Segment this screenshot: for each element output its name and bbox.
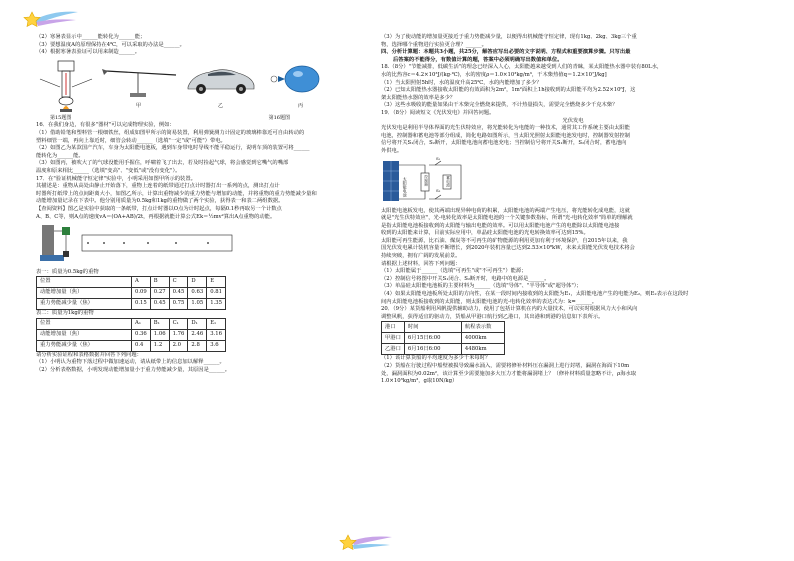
article-line: 请根据上述材料，回答下列问题： bbox=[381, 260, 461, 267]
fig-label-jia: 甲 bbox=[136, 102, 142, 109]
q20-question: 1.0×10³kg/m³，g取10N/kg） bbox=[381, 378, 458, 385]
q19-question: （4）如果太阳能电池板所处太阳的方向性，在某一段时间内接收到的太阳能为E₁，太阳能电池产生的电能为E₂，则E₂表示在这段时 bbox=[381, 291, 689, 298]
s2-label: S₂ bbox=[436, 187, 441, 193]
table-cell: 4000km bbox=[461, 333, 504, 344]
right-column bbox=[381, 34, 765, 386]
q19-question: （1）太阳能属于______（选填"可再生"或"不可再生"）能源； bbox=[381, 268, 527, 275]
table-cell: 甲港口 bbox=[382, 333, 405, 344]
q18-line: （1）当太阳照射5h时，水的温度升高25℃，水的内能增加了多少？ bbox=[381, 79, 542, 86]
table-cell: 0.27 bbox=[150, 288, 169, 299]
q17-line: A、B、C等，则A点的速度vA＝(OA+AB)/2t，再根据就能计算公式Ek＝½mv²算出A点重物的动能。 bbox=[36, 213, 276, 220]
table-row bbox=[37, 299, 226, 310]
q20-question: 处，漏洞面积为0.02m²，该计算至少需要施加多大压力才能将漏洞堵上？（修补材料质量忽略不计，ρ海水取 bbox=[381, 370, 637, 377]
article-line: 收到的太阳能来计算，目前实际应用中，单晶硅太阳能电池的光电转换效率可达到15%。 bbox=[381, 230, 589, 237]
table-cell: 位置 bbox=[37, 277, 132, 288]
q18-line: 水的比热容c＝4.2×10³J/(kg·℃)，水的密度ρ＝1.0×10³kg/m³，干木柴热值q＝1.2×10⁷J/kg] bbox=[381, 71, 607, 78]
table-row bbox=[382, 333, 505, 344]
table-cell: 6月16日6:00 bbox=[404, 344, 461, 355]
article-line: 光伏发电是利用半导体界面的光生伏特效应，将光能转化为电能的一种技术，通常其工作系统主要由太阳能 bbox=[381, 125, 630, 132]
q16-line: 温度和原来相比______（选填"变高"、"变低"或"没有变化"）。 bbox=[36, 167, 181, 174]
q17-3-line: 物，选择哪个重物进行实验更合理？______。 bbox=[381, 41, 487, 48]
electric-car-figure bbox=[184, 59, 258, 99]
table-cell: 0.63 bbox=[188, 288, 207, 299]
fig-label-yi: 乙 bbox=[218, 102, 224, 109]
table-cell: D bbox=[188, 277, 207, 288]
table-cell: 0.15 bbox=[132, 299, 151, 310]
table-cell: 1.05 bbox=[188, 299, 207, 310]
table2 bbox=[36, 318, 226, 352]
q17-end-line: （1）小明认为重物下落过程中做加速运动，请从纸带上的信息加以解释______。 bbox=[36, 359, 225, 366]
port-table bbox=[381, 321, 505, 355]
table-cell: 时间 bbox=[404, 322, 461, 333]
q16-line: （2）如图乙为某款国产汽车，车身为太阳能电池板，遇到车身带电时导线不能平稳运行，说明车顶的装置可将______ bbox=[36, 145, 310, 152]
article-line: 电池，控制器和蓄电池等部分组成，简化电路如图所示，当太阳光照射太阳能电池发电时，控制器发射控制 bbox=[381, 132, 630, 139]
table-row bbox=[37, 288, 226, 299]
q16-line: （1）借助铅笔和塑料管一根细铁丝，组成如图甲所示的简易装置，利用弹簧测力计固定的玻璃棒靠近可自由转动的 bbox=[36, 129, 305, 136]
q16-line: 能转化为______能。 bbox=[36, 152, 84, 159]
table2-title: 表二：质量为1kg的重物 bbox=[36, 310, 94, 317]
controller-label: 控制器 bbox=[424, 174, 429, 186]
battery-label: 蓄电池 bbox=[446, 175, 451, 187]
table-cell: D₁ bbox=[188, 318, 207, 329]
table-header-row bbox=[37, 277, 226, 288]
q17-end-line: 请分析实验证程和表格数据并回答下列问题： bbox=[36, 351, 142, 358]
q15-line: （3）要想温度A的原理保持在4℃，可以采取的办法是______。 bbox=[36, 41, 185, 48]
solar-circuit-figure bbox=[381, 157, 471, 207]
table-cell: 0.75 bbox=[169, 299, 188, 310]
q18-line: （3）这些水吸收的能量如果由干木柴完全燃烧来提供，不计热量损失，需要完全燃烧多少千克木柴？ bbox=[381, 102, 618, 109]
article-line: 太阳能电池板发电，使其两端出现异种电荷的积累，太阳能电池的两端产生电压，将光能转化成电能，这就 bbox=[381, 207, 630, 214]
q19-heading: 19．（8分）阅读短文《光伏发电》并回答问题。 bbox=[381, 109, 495, 116]
table-cell: A₁ bbox=[132, 318, 151, 329]
table-row bbox=[37, 340, 226, 351]
article-line: 外供电。 bbox=[381, 147, 403, 154]
table-cell: 1.76 bbox=[169, 329, 188, 340]
article-line: 国光伏发电累计装机容量不断增长，到2020年装机容量已达到2.53×10⁸kW，未来太阳能光伏发电技术将会 bbox=[381, 245, 635, 252]
q19-question: 间内太阳能电池板接收到的太阳能，则太阳能电池的光-电转化效率的表达式为：k=______。 bbox=[381, 298, 598, 305]
table1-title: 表一：质量为0.5kg的重物 bbox=[36, 268, 99, 275]
q17-line: 【查阅资料】图乙是实验中获取的一条纸带，打点计时器以O点为计时起点，每隔0.1秒再取另一个计数点 bbox=[36, 205, 282, 212]
fig-label-bing: 丙 bbox=[298, 102, 304, 109]
table-cell: B bbox=[150, 277, 169, 288]
table-cell: 重力势能减少量（焦） bbox=[37, 299, 132, 310]
table-cell: 0.45 bbox=[150, 299, 169, 310]
q19-question: （2）控制信号将图中开关S₁闭合、S₂断开时，电路中的电源是______。 bbox=[381, 275, 550, 282]
table1 bbox=[36, 276, 226, 310]
article-line: 信号将开关S₁闭合，S₂断开，太阳能电池向蓄电池充电；当控制信号将开关S₁断开，S₂闭合时，蓄电池向 bbox=[381, 140, 627, 147]
q17-line: 动能增加量记录在下表中。他分别用质量为0.5kg和1kg的重物做了两个实验，获得表一和表二两组数据。 bbox=[36, 198, 284, 205]
table-cell: 乙港口 bbox=[382, 344, 405, 355]
table-cell: B₁ bbox=[150, 318, 169, 329]
ticker-timer-apparatus-figure bbox=[38, 221, 238, 265]
table-cell: 0.81 bbox=[207, 288, 226, 299]
thermometer-apparatus-figure bbox=[36, 59, 98, 113]
shooting-star-logo-top bbox=[20, 6, 80, 30]
article-line: 是指太阳能电池板接收到的太阳能与输出电能的效率。可以用太阳能电池产生的电能除以太阳能电池接 bbox=[381, 222, 620, 229]
figure-row bbox=[36, 59, 364, 113]
table-cell: 动能增加量（焦） bbox=[37, 288, 132, 299]
table-cell: 1.35 bbox=[207, 299, 226, 310]
table-cell: 重力势能减少量（焦） bbox=[37, 340, 132, 351]
q20-question: （2）货船在行驶过程中船壁被损导致漏水涌入，需要将修补材料压在漏洞上进行封堵，漏洞在海面下10m bbox=[381, 363, 630, 369]
s1-label: S₁ bbox=[436, 155, 441, 161]
q18-line: 架太阳能热水器的效率是多少？ bbox=[381, 94, 456, 101]
article-line: 持续突破，拥有广阔的发展前景。 bbox=[381, 253, 461, 260]
table-cell: 2.0 bbox=[169, 340, 188, 351]
table-cell: 1.06 bbox=[150, 329, 169, 340]
q15-line: （2）寒暑表显示中______能转化为______能； bbox=[36, 34, 146, 40]
shooting-star-logo-bottom bbox=[338, 529, 394, 553]
panel-label: 太阳能电池 bbox=[402, 176, 408, 197]
table-header-row bbox=[37, 318, 226, 329]
q16-line: （3）如图丙，被吹大了的气球没能用手握住，呼啸着飞了出去，若及时捡起气球，将会感觉到它嘴气的嘴部 bbox=[36, 160, 289, 167]
table-cell: 0.45 bbox=[169, 288, 188, 299]
table-cell: E bbox=[207, 277, 226, 288]
left-column bbox=[36, 34, 364, 375]
table-cell: C bbox=[169, 277, 188, 288]
q20-line: 20．（9分）某货船利用风帆提供辅助动力，使用了包括计算机在内的大量技术，可以实时根据风力大小和风向 bbox=[381, 306, 638, 313]
article-line: 就是"光生伏特效应"，光-电转化效率是太阳能电池的一个关键参数指标，所谓"光-电转化效率"简单的理解就 bbox=[381, 215, 633, 222]
q17-line: 其描述是：重物从高处由静止开始落下，重物上连着的纸带通过打点计时器打出一系列的点，测出打点计 bbox=[36, 183, 280, 190]
q18-line: 18.（8分）"节能减排，低碳生活"的理念已经深入人心，太阳能越来越受到人们的青睐，某太阳能热水器中装有80L水， bbox=[381, 64, 663, 71]
q19-question: （3）单晶硅太阳能电池板的主要材料为______（选填"导体"、"半导体"或"超导体"）； bbox=[381, 283, 582, 290]
fig15-caption: 第15题图 bbox=[50, 114, 72, 121]
table-cell: 0.4 bbox=[132, 340, 151, 351]
table-cell: 港口 bbox=[382, 322, 405, 333]
table-cell: 4480km bbox=[461, 344, 504, 355]
q16-line: 塑料细管一端，再向上靠近时，细管会转动______（选填"一定"或"可能"）带电。 bbox=[36, 137, 226, 144]
table-header-row bbox=[382, 322, 505, 333]
q20-question: （1）该计算货船的平均速度为多少千米每时？ bbox=[381, 355, 491, 362]
table-cell: 2.46 bbox=[188, 329, 207, 340]
table-cell: E₁ bbox=[207, 318, 226, 329]
table-cell: 航程表示数 bbox=[461, 322, 504, 333]
q17-line: 17．在"验证机械能守恒定律"实验中，小明采用如图甲所示的装置。 bbox=[36, 175, 196, 182]
table-row bbox=[382, 344, 505, 355]
table-cell: 6月15日6:00 bbox=[404, 333, 461, 344]
q18-line: （2）已知太阳能热水器接收太阳能的有效面积为2m²，1m²面积上1h接收到的太阳能平均为2.52×10⁶J，这 bbox=[381, 87, 636, 94]
table-cell: 3.6 bbox=[207, 340, 226, 351]
article-line: 太阳能可再生能源，比石油、煤炭等不可再生的矿物能源的利用更加有利于环境保护，自2015年以来，我 bbox=[381, 237, 628, 244]
q17-end-line: （2）分析表格数据，小明发现动能增加量小于重力势能减少量，其原因是______。 bbox=[36, 367, 231, 374]
table-cell: 0.36 bbox=[132, 329, 151, 340]
table-cell: C₁ bbox=[169, 318, 188, 329]
section-heading: 后答案的不能得分，有数值计算的题，答案中必须明确写出数值和单位。 bbox=[393, 56, 563, 63]
table-cell: 1.2 bbox=[150, 340, 169, 351]
q20-line: 调整风帆，获得适宜的驱动力，货船从甲港口航行到乙港口，其出港和到港的信息如下表所示。 bbox=[381, 313, 604, 320]
fig16-caption: 第16题图 bbox=[268, 114, 290, 121]
table-cell: 位置 bbox=[37, 318, 132, 329]
q17-3-line: （3）为了使动能的增加量更接近于重力势能减少量，以便得出机械能守恒定律，现有1kg、2kg、3kg三个重 bbox=[381, 34, 637, 40]
table-cell: 0.09 bbox=[132, 288, 151, 299]
table-cell: 动能增加量（焦） bbox=[37, 329, 132, 340]
table-cell: 3.16 bbox=[207, 329, 226, 340]
section-heading: 四、分析计算题：本题共3小题，共25分，解答应写出必要的文字说明、方程式和重要演算步骤。只写出最 bbox=[381, 49, 631, 56]
q15-line: （4）根据寒暑表验证可以用来制造______。 bbox=[36, 49, 141, 56]
balloon-figure bbox=[258, 59, 328, 99]
q17-line: 时器所打纸带上的点间距离大小，如图乙所示，计算出重物减少的重力势能与增加的动能，并将重物的重力势能减少量和 bbox=[36, 190, 317, 197]
table-cell: 2.8 bbox=[188, 340, 207, 351]
article-title: 光伏发电 bbox=[562, 117, 584, 124]
table-row bbox=[37, 329, 226, 340]
q16-line: 16．在我们身边，有很多"器材"可以完成物理实验，例如： bbox=[36, 122, 175, 129]
table-cell: A bbox=[132, 277, 151, 288]
straw-on-stand-figure bbox=[98, 59, 184, 99]
